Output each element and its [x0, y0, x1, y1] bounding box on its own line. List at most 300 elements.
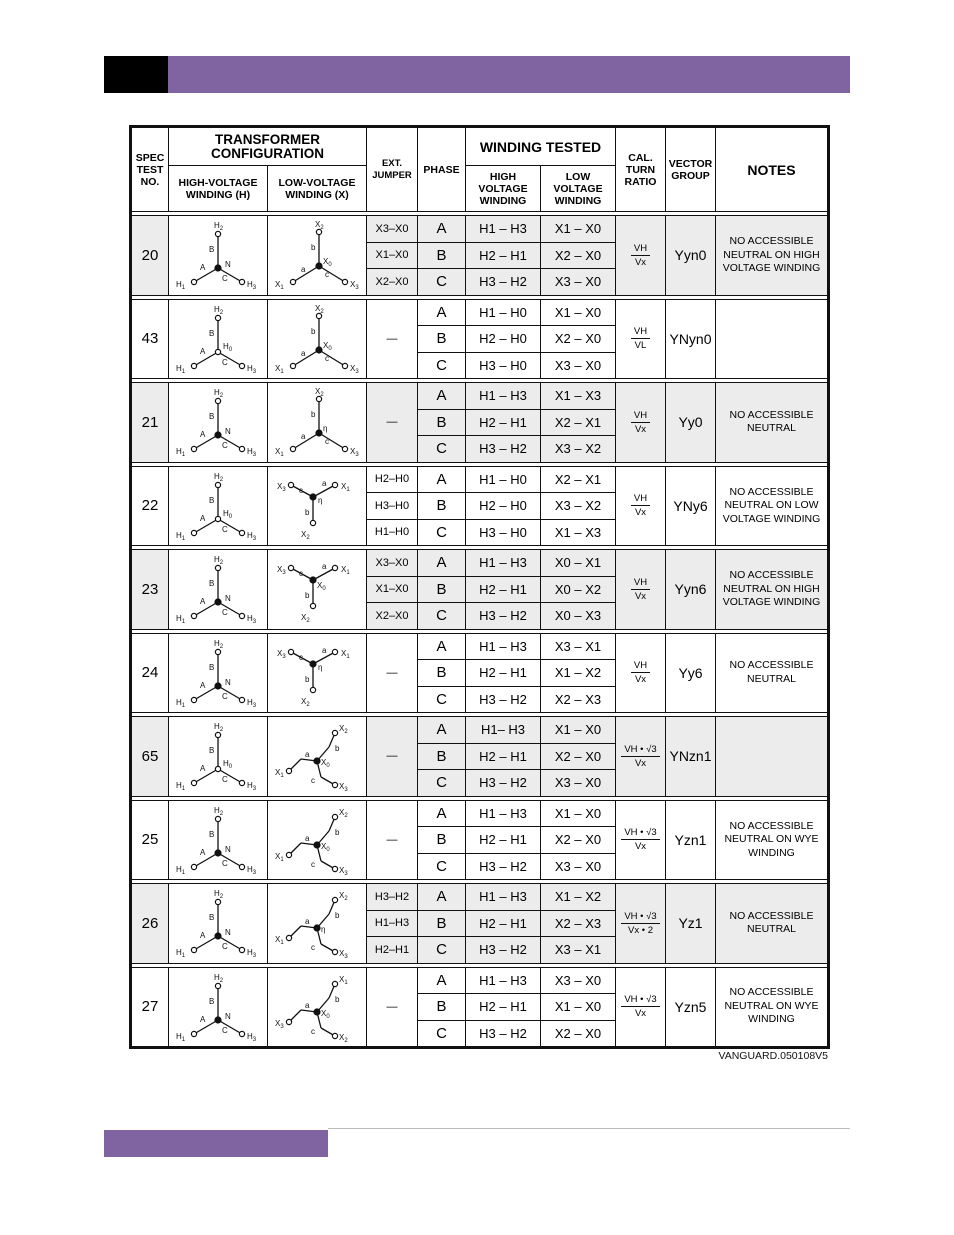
cal-turn-ratio-cell — [616, 884, 666, 964]
svg-text:X1: $X_1$ — [275, 768, 284, 780]
svg-text:H2: $H_2$ — [214, 388, 224, 400]
spec-test-no: 26 — [131, 884, 169, 964]
svg-text:X2: $X_2$ — [315, 303, 324, 315]
svg-text:c: c — [311, 1026, 315, 1036]
phase-cell: B — [418, 910, 466, 937]
footer-rule — [328, 1128, 850, 1129]
svg-text:C: C — [222, 858, 228, 868]
ext-jumper-cell: X2–X0 — [367, 603, 418, 630]
svg-text:H1: $H_1$ — [176, 447, 186, 459]
svg-text:b: b — [311, 410, 316, 420]
high-voltage-cell: H1 – H0 — [466, 466, 541, 493]
svg-text:c: c — [311, 859, 315, 869]
low-voltage-cell: X1 – X0 — [541, 717, 616, 744]
footer-purple-bar — [104, 1130, 328, 1157]
high-voltage-cell: H3 – H2 — [466, 1020, 541, 1047]
svg-text:a: a — [322, 562, 327, 572]
low-voltage-cell: X2 – X0 — [541, 827, 616, 854]
low-voltage-cell: X1 – X3 — [541, 383, 616, 410]
high-voltage-cell: H2 – H1 — [466, 242, 541, 269]
header-spec: SPEC TEST NO. — [131, 127, 169, 212]
svg-text:H0: $H_0$ — [223, 341, 233, 353]
high-voltage-cell: H3 – H2 — [466, 937, 541, 964]
svg-text:B: B — [209, 412, 215, 422]
hv-wye-diagram — [170, 717, 266, 795]
vector-group-cell: YNyn0 — [666, 299, 716, 379]
phase-cell: C — [418, 1020, 466, 1047]
lv-winding-cell — [268, 466, 367, 546]
phase-cell: C — [418, 436, 466, 463]
svg-text:H0: $H_0$ — [223, 508, 233, 520]
svg-text:X3: $X_3$ — [277, 481, 286, 493]
high-voltage-cell: H3 – H0 — [466, 352, 541, 379]
spec-test-no: 65 — [131, 717, 169, 797]
svg-text:η: η — [321, 925, 326, 935]
svg-text:H1: $H_1$ — [176, 530, 186, 542]
hv-winding-cell — [169, 299, 268, 379]
lv-winding-cell — [268, 884, 367, 964]
svg-text:X1: $X_1$ — [341, 565, 350, 577]
svg-text:C: C — [222, 775, 228, 785]
svg-text:η: η — [318, 495, 323, 505]
cal-turn-ratio-cell — [616, 800, 666, 880]
phase-cell: C — [418, 519, 466, 546]
svg-text:H3: $H_3$ — [247, 697, 257, 709]
ratio-fraction: $\frac{VH • √3}{Vx}$ — [621, 827, 659, 852]
svg-text:X1: $X_1$ — [275, 851, 284, 863]
svg-text:H3: $H_3$ — [247, 864, 257, 876]
ext-jumper-cell: — — [367, 800, 418, 880]
svg-text:X2: $X_2$ — [339, 1032, 348, 1044]
table-row — [131, 550, 829, 577]
svg-text:H2: $H_2$ — [214, 889, 224, 901]
phase-cell: B — [418, 409, 466, 436]
svg-text:A: A — [200, 680, 206, 690]
phase-cell: B — [418, 493, 466, 520]
phase-cell: C — [418, 269, 466, 296]
svg-text:X2: $X_2$ — [301, 696, 310, 708]
svg-text:N: N — [225, 427, 231, 437]
svg-text:N: N — [225, 594, 231, 604]
svg-text:A: A — [200, 931, 206, 941]
low-voltage-cell: X3 – X2 — [541, 493, 616, 520]
svg-text:C: C — [222, 274, 228, 284]
spec-test-no: 25 — [131, 800, 169, 880]
spec-test-no: 23 — [131, 550, 169, 630]
svg-text:H2: $H_2$ — [214, 471, 224, 483]
svg-text:a: a — [305, 917, 310, 927]
low-voltage-cell: X2 – X0 — [541, 1020, 616, 1047]
svg-text:H3: $H_3$ — [247, 948, 257, 960]
header-transformer-config: TRANSFORMER CONFIGURATION — [169, 127, 367, 166]
svg-text:A: A — [200, 847, 206, 857]
lv-winding-cell — [268, 967, 367, 1047]
lv-winding-cell — [268, 717, 367, 797]
ext-jumper-cell: H2–H1 — [367, 937, 418, 964]
svg-text:B: B — [209, 662, 215, 672]
svg-text:H1: $H_1$ — [176, 614, 186, 626]
low-voltage-cell: X2 – X3 — [541, 910, 616, 937]
ext-jumper-cell: H1–H0 — [367, 519, 418, 546]
hv-winding-cell — [169, 383, 268, 463]
lv-winding-diagram — [269, 801, 365, 879]
high-voltage-cell: H2 – H1 — [466, 576, 541, 603]
low-voltage-cell: X1 – X0 — [541, 299, 616, 326]
svg-text:B: B — [209, 579, 215, 589]
hv-wye-diagram — [170, 550, 266, 628]
svg-text:X0: $X_0$ — [321, 758, 330, 770]
high-voltage-cell: H1 – H3 — [466, 216, 541, 243]
svg-text:a: a — [305, 750, 310, 760]
phase-cell: C — [418, 603, 466, 630]
svg-text:X0: $X_0$ — [323, 257, 332, 269]
svg-text:c: c — [325, 437, 329, 447]
phase-cell: C — [418, 853, 466, 880]
svg-text:X2: $X_2$ — [339, 807, 348, 819]
ext-jumper-cell: H3–H2 — [367, 884, 418, 911]
high-voltage-cell: H1 – H3 — [466, 967, 541, 994]
svg-text:X3: $X_3$ — [350, 363, 359, 375]
svg-text:X1: $X_1$ — [275, 935, 284, 947]
hv-winding-cell — [169, 717, 268, 797]
svg-text:X3: $X_3$ — [277, 565, 286, 577]
cal-turn-ratio-cell — [616, 216, 666, 296]
svg-text:X3: $X_3$ — [350, 280, 359, 292]
low-voltage-cell: X1 – X0 — [541, 994, 616, 1021]
high-voltage-cell: H1 – H3 — [466, 550, 541, 577]
svg-text:H3: $H_3$ — [247, 363, 257, 375]
high-voltage-cell: H1 – H3 — [466, 633, 541, 660]
svg-text:N: N — [225, 260, 231, 270]
notes-cell: NO ACCESSIBLE NEUTRAL — [716, 633, 829, 713]
spec-test-no: 24 — [131, 633, 169, 713]
high-voltage-cell: H2 – H0 — [466, 493, 541, 520]
svg-text:a: a — [322, 645, 327, 655]
ratio-fraction: $\frac{VH}{Vx}$ — [631, 660, 650, 685]
svg-text:A: A — [200, 1014, 206, 1024]
spec-test-no: 20 — [131, 216, 169, 296]
hv-winding-cell — [169, 884, 268, 964]
hv-winding-cell — [169, 216, 268, 296]
phase-cell: A — [418, 216, 466, 243]
svg-text:H2: $H_2$ — [214, 805, 224, 817]
svg-text:B: B — [209, 328, 215, 338]
low-voltage-cell: X1 – X2 — [541, 660, 616, 687]
hv-winding-cell — [169, 800, 268, 880]
notes-cell: NO ACCESSIBLE NEUTRAL ON HIGH VOLTAGE WINDING — [716, 550, 829, 630]
phase-cell: B — [418, 326, 466, 353]
ext-jumper-cell: X3–X0 — [367, 550, 418, 577]
svg-text:N: N — [225, 1011, 231, 1021]
low-voltage-cell: X1 – X0 — [541, 800, 616, 827]
svg-text:a: a — [301, 432, 306, 442]
svg-text:H1: $H_1$ — [176, 1031, 186, 1043]
low-voltage-cell: X3 – X0 — [541, 853, 616, 880]
high-voltage-cell: H3 – H2 — [466, 853, 541, 880]
header-purple-bar — [168, 56, 850, 93]
lv-winding-diagram — [269, 467, 365, 545]
low-voltage-cell: X3 – X0 — [541, 967, 616, 994]
svg-text:b: b — [335, 827, 340, 837]
table-row — [131, 633, 829, 660]
svg-text:X1: $X_1$ — [275, 280, 284, 292]
high-voltage-cell: H3 – H2 — [466, 686, 541, 713]
hv-winding-cell — [169, 550, 268, 630]
svg-text:η: η — [323, 424, 328, 434]
svg-text:A: A — [200, 513, 206, 523]
high-voltage-cell: H2 – H1 — [466, 743, 541, 770]
svg-text:N: N — [225, 928, 231, 938]
svg-text:c: c — [325, 353, 329, 363]
svg-text:C: C — [222, 1025, 228, 1035]
svg-text:H3: $H_3$ — [247, 1031, 257, 1043]
svg-text:B: B — [209, 245, 215, 255]
low-voltage-cell: X1 – X0 — [541, 216, 616, 243]
phase-cell: A — [418, 466, 466, 493]
ext-jumper-cell: X1–X0 — [367, 242, 418, 269]
spec-test-no: 43 — [131, 299, 169, 379]
cal-turn-ratio-cell — [616, 466, 666, 546]
svg-text:X3: $X_3$ — [339, 865, 348, 877]
high-voltage-cell: H1 – H3 — [466, 884, 541, 911]
low-voltage-cell: X3 – X0 — [541, 770, 616, 797]
vector-group-cell: Yyn6 — [666, 550, 716, 630]
ratio-fraction: $\frac{VH}{Vx}$ — [631, 577, 650, 602]
high-voltage-cell: H1 – H3 — [466, 383, 541, 410]
high-voltage-cell: H2 – H1 — [466, 994, 541, 1021]
svg-text:X1: $X_1$ — [275, 447, 284, 459]
lv-winding-diagram — [269, 717, 365, 795]
svg-text:c: c — [311, 776, 315, 786]
ext-jumper-cell: X1–X0 — [367, 576, 418, 603]
low-voltage-cell: X2 – X0 — [541, 326, 616, 353]
notes-cell: NO ACCESSIBLE NEUTRAL — [716, 884, 829, 964]
svg-text:X0: $X_0$ — [321, 1008, 330, 1020]
notes-cell: NO ACCESSIBLE NEUTRAL ON WYE WINDING — [716, 967, 829, 1047]
phase-cell: A — [418, 717, 466, 744]
low-voltage-cell: X3 – X0 — [541, 352, 616, 379]
svg-text:B: B — [209, 829, 215, 839]
svg-text:B: B — [209, 913, 215, 923]
phase-cell: C — [418, 352, 466, 379]
table-row — [131, 884, 829, 911]
high-voltage-cell: H1– H3 — [466, 717, 541, 744]
table-row — [131, 466, 829, 493]
hv-wye-diagram — [170, 801, 266, 879]
notes-cell — [716, 299, 829, 379]
svg-text:H1: $H_1$ — [176, 363, 186, 375]
high-voltage-cell: H3 – H2 — [466, 603, 541, 630]
svg-text:H1: $H_1$ — [176, 864, 186, 876]
lv-winding-cell — [268, 633, 367, 713]
svg-text:X2: $X_2$ — [339, 724, 348, 736]
cal-turn-ratio-cell — [616, 633, 666, 713]
ratio-fraction: $\frac{VH}{Vx}$ — [631, 493, 650, 518]
header-hv-winding: HIGH-VOLTAGE WINDING (H) — [169, 166, 268, 212]
ext-jumper-cell: X3–X0 — [367, 216, 418, 243]
svg-text:X3: $X_3$ — [277, 648, 286, 660]
phase-cell: C — [418, 770, 466, 797]
svg-text:H3: $H_3$ — [247, 614, 257, 626]
svg-text:H1: $H_1$ — [176, 280, 186, 292]
header-black-block — [104, 56, 168, 93]
low-voltage-cell: X1 – X2 — [541, 884, 616, 911]
low-voltage-cell: X3 – X2 — [541, 436, 616, 463]
table-row — [131, 717, 829, 744]
svg-text:C: C — [222, 608, 228, 618]
phase-cell: A — [418, 967, 466, 994]
svg-text:X2: $X_2$ — [301, 613, 310, 625]
svg-text:C: C — [222, 441, 228, 451]
svg-text:b: b — [335, 744, 340, 754]
svg-text:C: C — [222, 942, 228, 952]
svg-text:b: b — [335, 911, 340, 921]
svg-text:a: a — [305, 1000, 310, 1010]
header-winding-tested: WINDING TESTED — [466, 127, 616, 166]
svg-text:a: a — [301, 348, 306, 358]
spec-test-no: 22 — [131, 466, 169, 546]
ext-jumper-cell: — — [367, 299, 418, 379]
svg-text:B: B — [209, 746, 215, 756]
high-voltage-cell: H3 – H2 — [466, 269, 541, 296]
svg-text:H2: $H_2$ — [214, 722, 224, 734]
phase-cell: B — [418, 994, 466, 1021]
low-voltage-cell: X2 – X1 — [541, 466, 616, 493]
high-voltage-cell: H1 – H3 — [466, 800, 541, 827]
svg-text:A: A — [200, 764, 206, 774]
high-voltage-cell: H2 – H1 — [466, 910, 541, 937]
vector-group-cell: Yzn1 — [666, 800, 716, 880]
lv-winding-diagram — [269, 300, 365, 378]
svg-text:H3: $H_3$ — [247, 447, 257, 459]
svg-text:a: a — [301, 265, 306, 275]
vector-group-cell: Yy6 — [666, 633, 716, 713]
svg-text:b: b — [335, 994, 340, 1004]
svg-text:X2: $X_2$ — [315, 220, 324, 232]
svg-text:N: N — [225, 844, 231, 854]
cal-turn-ratio-cell — [616, 967, 666, 1047]
low-voltage-cell: X0 – X2 — [541, 576, 616, 603]
ext-jumper-cell: H2–H0 — [367, 466, 418, 493]
vector-group-cell: Yyn0 — [666, 216, 716, 296]
svg-text:X3: $X_3$ — [350, 447, 359, 459]
svg-text:b: b — [311, 243, 316, 253]
ratio-fraction: $\frac{VH • √3}{Vx}$ — [621, 744, 659, 769]
svg-text:a: a — [305, 833, 310, 843]
high-voltage-cell: H3 – H2 — [466, 436, 541, 463]
svg-text:A: A — [200, 346, 206, 356]
lv-winding-diagram — [269, 550, 365, 628]
notes-cell: NO ACCESSIBLE NEUTRAL — [716, 383, 829, 463]
svg-text:A: A — [200, 597, 206, 607]
phase-cell: B — [418, 827, 466, 854]
ext-jumper-cell: — — [367, 717, 418, 797]
vector-group-cell: Yzn5 — [666, 967, 716, 1047]
svg-text:c: c — [311, 943, 315, 953]
svg-text:X3: $X_3$ — [275, 1018, 284, 1030]
cal-turn-ratio-cell — [616, 717, 666, 797]
spec-test-no: 27 — [131, 967, 169, 1047]
phase-cell: A — [418, 633, 466, 660]
ratio-fraction: $\frac{VH • √3}{Vx • 2}$ — [621, 911, 659, 936]
svg-text:C: C — [222, 524, 228, 534]
svg-text:η: η — [318, 662, 323, 672]
lv-winding-diagram — [269, 968, 365, 1046]
svg-text:H0: $H_0$ — [223, 759, 233, 771]
table-row — [131, 800, 829, 827]
svg-text:c: c — [299, 485, 303, 495]
phase-cell: A — [418, 550, 466, 577]
ext-jumper-cell: — — [367, 633, 418, 713]
lv-winding-cell — [268, 299, 367, 379]
hv-wye-diagram — [170, 634, 266, 712]
table-row — [131, 967, 829, 994]
header-lv-winding: LOW-VOLTAGE WINDING (X) — [268, 166, 367, 212]
notes-cell: NO ACCESSIBLE NEUTRAL ON WYE WINDING — [716, 800, 829, 880]
svg-text:C: C — [222, 357, 228, 367]
notes-cell — [716, 717, 829, 797]
lv-winding-cell — [268, 383, 367, 463]
cal-turn-ratio-cell — [616, 383, 666, 463]
low-voltage-cell: X2 – X3 — [541, 686, 616, 713]
high-voltage-cell: H2 – H1 — [466, 660, 541, 687]
svg-text:C: C — [222, 691, 228, 701]
ratio-fraction: $\frac{VH}{VL}$ — [631, 326, 650, 351]
svg-text:X1: $X_1$ — [341, 481, 350, 493]
header-notes: NOTES — [716, 127, 829, 212]
phase-cell: A — [418, 800, 466, 827]
cal-turn-ratio-cell — [616, 299, 666, 379]
header-cal-ratio: CAL. TURN RATIO — [616, 127, 666, 212]
svg-text:H3: $H_3$ — [247, 530, 257, 542]
table-row — [131, 383, 829, 410]
svg-text:H2: $H_2$ — [214, 304, 224, 316]
hv-wye-diagram — [170, 467, 266, 545]
svg-text:X0: $X_0$ — [321, 841, 330, 853]
hv-wye-diagram — [170, 383, 266, 461]
svg-text:X1: $X_1$ — [341, 648, 350, 660]
vector-group-cell: YNzn1 — [666, 717, 716, 797]
svg-text:b: b — [305, 591, 310, 601]
header-vector-group: VECTOR GROUP — [666, 127, 716, 212]
svg-text:N: N — [225, 677, 231, 687]
hv-wye-diagram — [170, 216, 266, 294]
svg-text:X0: $X_0$ — [323, 340, 332, 352]
phase-cell: C — [418, 937, 466, 964]
phase-cell: A — [418, 299, 466, 326]
lv-winding-cell — [268, 216, 367, 296]
header-low-voltage: LOW VOLTAGE WINDING — [541, 166, 616, 212]
lv-winding-diagram — [269, 216, 365, 294]
phase-cell: A — [418, 884, 466, 911]
low-voltage-cell: X3 – X0 — [541, 269, 616, 296]
ext-jumper-cell: — — [367, 967, 418, 1047]
svg-text:c: c — [299, 569, 303, 579]
svg-text:X1: $X_1$ — [339, 974, 348, 986]
lv-winding-diagram — [269, 634, 365, 712]
high-voltage-cell: H1 – H0 — [466, 299, 541, 326]
low-voltage-cell: X1 – X3 — [541, 519, 616, 546]
low-voltage-cell: X2 – X1 — [541, 409, 616, 436]
high-voltage-cell: H3 – H0 — [466, 519, 541, 546]
svg-text:X2: $X_2$ — [301, 529, 310, 541]
low-voltage-cell: X2 – X0 — [541, 242, 616, 269]
svg-text:H1: $H_1$ — [176, 781, 186, 793]
lv-winding-cell — [268, 550, 367, 630]
ext-jumper-cell: — — [367, 383, 418, 463]
svg-text:X2: $X_2$ — [339, 891, 348, 903]
low-voltage-cell: X3 – X1 — [541, 937, 616, 964]
